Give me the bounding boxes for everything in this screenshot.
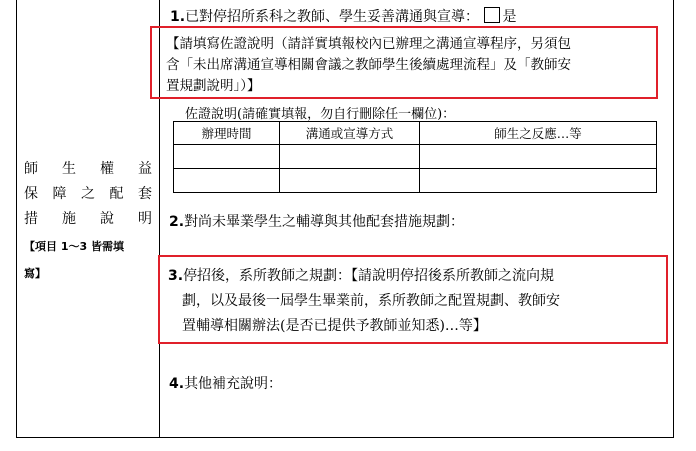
required-note: 【項目 1～3 皆需填	[24, 240, 124, 253]
label-line-3: 措 施 說 明	[24, 211, 152, 227]
evidence-row-1	[174, 145, 657, 169]
header-method: 溝通或宣導方式	[280, 122, 420, 145]
cell[interactable]	[280, 169, 420, 193]
item-1-text: 已對停招所系科之教師、學生妥善溝通與宣導：	[185, 9, 480, 25]
left-column-label	[24, 157, 154, 286]
item-3: 3.停招後，系所教師之規劃：【請說明停招後系所教師之流向規 劃，以及最後一屆學生畢業前，系所教師之配置規劃、教師安 置輔導相關辦法(是否已提供予教師並知悉)…等】	[168, 268, 560, 334]
evidence-header-row	[174, 122, 657, 145]
evidence-row-2	[174, 169, 657, 193]
item-2-number: 2.	[169, 214, 185, 230]
item-4-number: 4.	[169, 376, 185, 392]
item-4-text: 其他補充說明：	[184, 376, 283, 392]
required-note-end: 寫】	[24, 267, 46, 280]
item-2-text: 對尚未畢業學生之輔導與其他配套措施規劃：	[184, 214, 465, 230]
cell[interactable]	[174, 169, 280, 193]
item-3-number: 3.	[168, 268, 184, 284]
evidence-label: 佐證說明(請確實填報，勿自行刪除任一欄位)：	[185, 107, 456, 122]
label-line-1: 師 生 權 益	[24, 161, 152, 177]
label-line-2: 保 障 之 配 套	[24, 186, 152, 202]
cell[interactable]	[420, 145, 657, 169]
evidence-table	[173, 121, 657, 193]
cell[interactable]	[420, 169, 657, 193]
header-response: 師生之反應…等	[420, 122, 657, 145]
confirm-checkbox[interactable]	[484, 7, 500, 23]
item-1	[170, 6, 517, 26]
cell[interactable]	[280, 145, 420, 169]
item-4	[169, 373, 282, 393]
checkbox-label: 是	[502, 9, 517, 25]
header-date: 辦理時間	[174, 122, 280, 145]
item-1-number: 1.	[170, 9, 186, 25]
cell[interactable]	[174, 145, 280, 169]
item-2	[169, 211, 464, 231]
box-1-text: 【請填寫佐證說明（請詳實填報校內已辦理之溝通宣導程序，另須包 含「未出席溝通宣導相關會議之教師學生後續處理流程」及「教師安 置規劃說明」）】	[166, 36, 571, 94]
